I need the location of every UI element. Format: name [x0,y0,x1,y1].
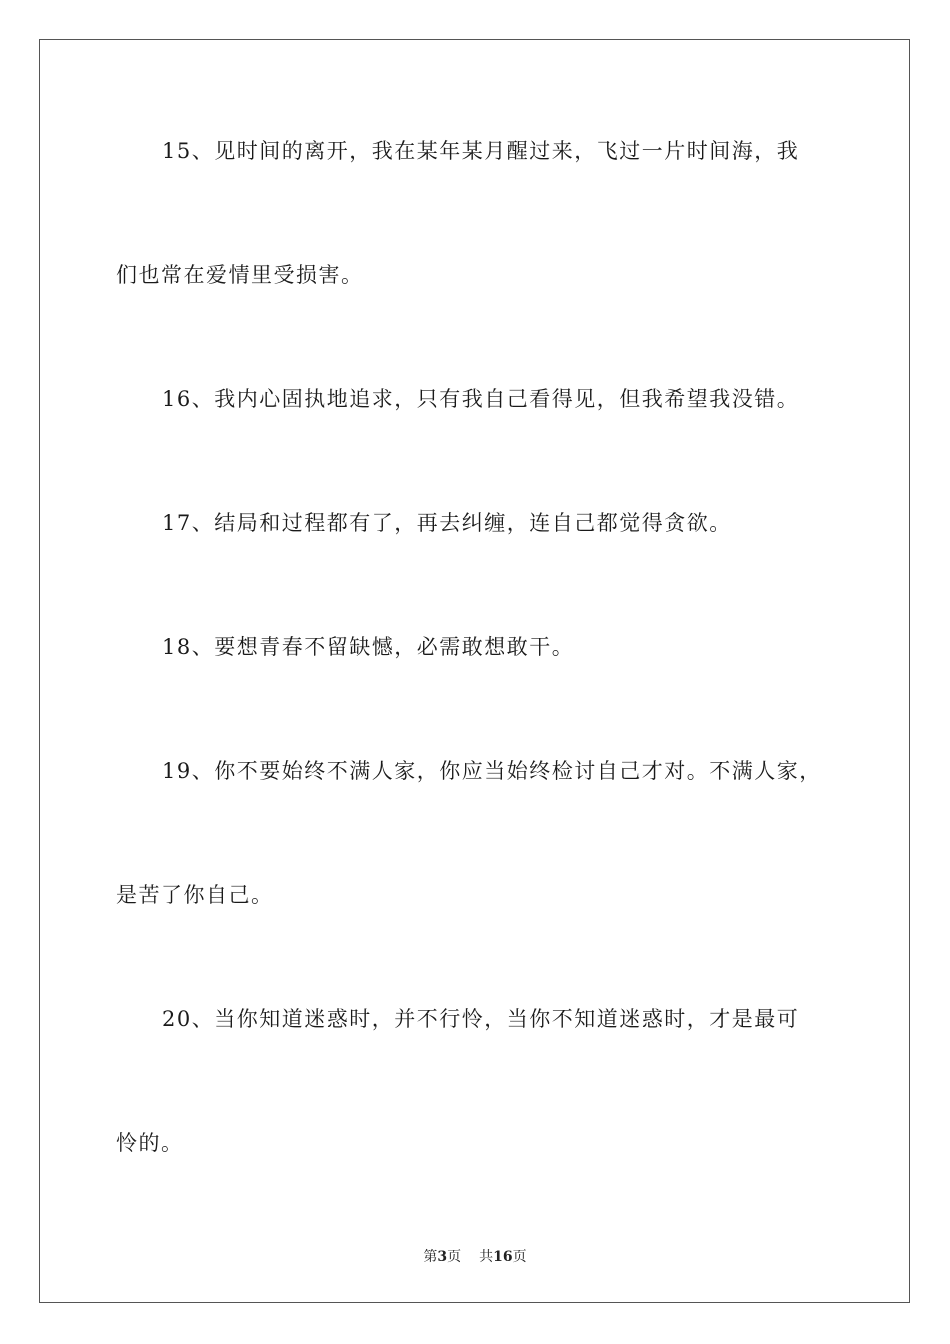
total-pages: 16 [493,1249,513,1265]
paragraph-16-line-1: 16、我内心固执地追求，只有我自己看得见，但我希望我没错。 [162,387,800,411]
paragraph-19-line-2: 是苦了你自己。 [116,883,274,907]
paragraph-20-line-1: 20、当你知道迷惑时，并不行怜，当你不知道迷惑时，才是最可 [162,1007,800,1031]
paragraph-18-line-1: 18、要想青春不留缺憾，必需敢想敢干。 [162,635,575,659]
paragraph-17-line-1: 17、结局和过程都有了，再去纠缠，连自己都觉得贪欲。 [162,511,732,535]
paragraph-19-line-1: 19、你不要始终不满人家，你应当始终检讨自己才对。不满人家， [162,759,822,783]
page-suffix: 页 [447,1249,462,1265]
page-prefix: 第 [423,1249,438,1265]
total-suffix: 页 [512,1249,527,1265]
paragraph-15-line-2: 们也常在爱情里受损害。 [116,263,364,287]
paragraph-15-line-1: 15、见时间的离开，我在某年某月醒过来，飞过一片时间海，我 [162,139,800,163]
total-prefix: 共 [479,1249,494,1265]
paragraph-20-line-2: 怜的。 [116,1131,184,1155]
page-number: 3 [437,1249,448,1265]
page-footer [0,1247,950,1267]
page-border [39,39,910,1303]
